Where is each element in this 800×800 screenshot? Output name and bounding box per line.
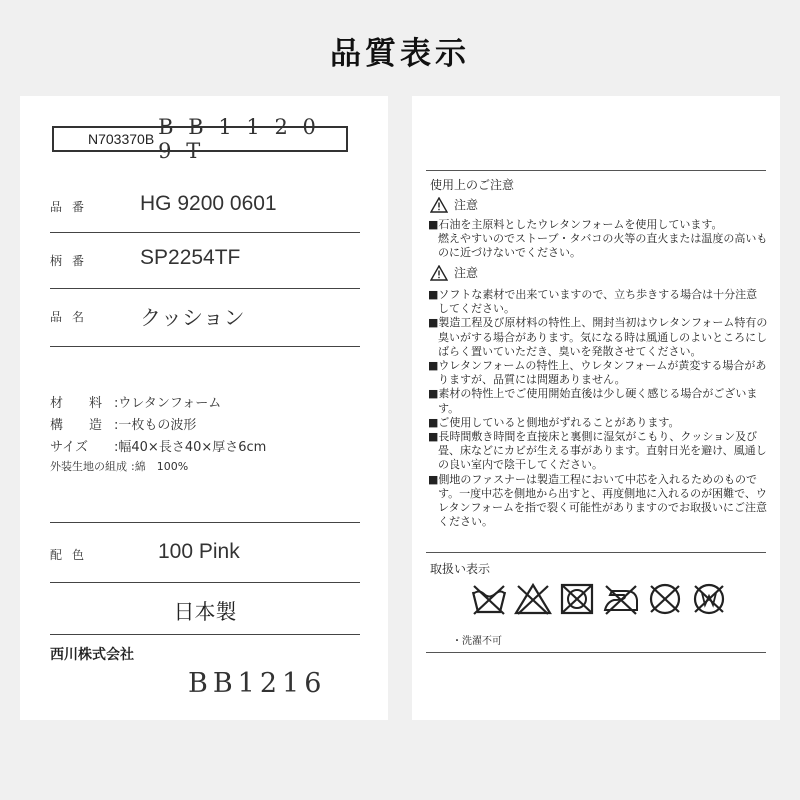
divider bbox=[426, 552, 766, 553]
caution-text-2 bbox=[428, 288, 768, 529]
caution-item: ■長時間敷き時間を直接床と裏側に湿気がこもり、クッション及び畳、床などにカビが生える事があります。直射日光を避け、風通しの良い室内で陰干してください。 bbox=[428, 430, 767, 472]
no-iron-icon bbox=[602, 582, 640, 616]
spec-material bbox=[50, 392, 221, 411]
care-symbols bbox=[470, 582, 728, 616]
spec-structure-value: :一枚もの波形 bbox=[114, 418, 197, 433]
product-name-label: 品名 bbox=[50, 310, 95, 324]
country-of-origin: 日本製 bbox=[173, 600, 237, 624]
caution-item: ■石油を主原料としたウレタンフォームを使用しています。 燃えやすいのでストーブ・タバコの火等の直火または温度の高いものに近づけないでください。 bbox=[428, 218, 768, 260]
spec-structure bbox=[50, 414, 196, 433]
caution-item: ■素材の特性上でご使用開始直後は少し硬く感じる場合がございます。 bbox=[428, 387, 758, 415]
divider bbox=[426, 652, 766, 653]
no-tumble-dry-icon bbox=[558, 582, 596, 616]
caution-heading-2 bbox=[430, 264, 478, 281]
caution-item: ■ソフトな素材で出来ていますので、立ち歩きする場合は十分注意してください。 bbox=[428, 288, 758, 316]
caution-heading-1 bbox=[430, 196, 478, 213]
spec-composition-value: :綿 100% bbox=[131, 460, 189, 473]
usage-title: 使用上のご注意 bbox=[430, 178, 515, 192]
product-name-value: クッション bbox=[140, 307, 245, 330]
warning-icon bbox=[430, 197, 448, 213]
care-label-card bbox=[412, 96, 780, 720]
divider bbox=[426, 170, 766, 171]
caution-text-1 bbox=[428, 218, 768, 261]
divider bbox=[50, 522, 360, 523]
quality-label-card bbox=[20, 96, 388, 720]
no-dry-clean-icon bbox=[646, 582, 684, 616]
divider bbox=[50, 634, 360, 635]
care-title: 取扱い表示 bbox=[430, 562, 491, 576]
spec-size bbox=[50, 436, 266, 455]
caution-item: ■ご使用していると側地がずれることがあります。 bbox=[428, 415, 680, 429]
company-name: 西川株式会社 bbox=[50, 647, 134, 663]
spec-composition-label: 外装生地の組成 bbox=[50, 460, 127, 473]
spec-material-value: :ウレタンフォーム bbox=[114, 396, 222, 411]
pattern-number-value: SP2254TF bbox=[140, 246, 241, 269]
spec-size-label: サイズ bbox=[50, 440, 88, 455]
hand-wash-icon bbox=[470, 582, 508, 616]
lot-code-box bbox=[52, 115, 348, 163]
caution-item: ■ウレタンフォームの特性上、ウレタンフォームが黄変する場合がありますが、品質には問題ありません。 bbox=[428, 359, 767, 387]
spec-composition bbox=[50, 458, 188, 474]
pattern-number-label: 柄番 bbox=[50, 254, 95, 268]
divider bbox=[50, 232, 360, 233]
caution-item: ■製造工程及び原材料の特性上、開封当初はウレタンフォーム特有の臭いがする場合があります。気になる時は風通しのよいところにしばらく置いていただき、臭いを発散させてください。 bbox=[428, 316, 768, 358]
page-heading: 品質表示 bbox=[330, 36, 470, 72]
divider bbox=[50, 346, 360, 347]
no-bleach-icon bbox=[514, 582, 552, 616]
stamp-code: BB1216 bbox=[188, 668, 327, 699]
caution-label-2: 注意 bbox=[454, 266, 479, 280]
spec-structure-label: 構 造 bbox=[50, 418, 103, 433]
caution-item: ■側地のファスナーは製造工程において中芯を入れるためのものです。一度中芯を側地から出すと、再度側地に入れるのが困難で、ウレタンフォームを指で裂く可能性がありますのでお取扱いにご注意ください。 bbox=[428, 472, 768, 529]
divider bbox=[50, 582, 360, 583]
color-value: 100 Pink bbox=[158, 540, 240, 563]
divider bbox=[50, 288, 360, 289]
color-label: 配色 bbox=[50, 548, 95, 562]
product-number-value: HG 9200 0601 bbox=[140, 192, 277, 215]
no-wet-clean-icon bbox=[690, 582, 728, 616]
warning-icon bbox=[430, 265, 448, 281]
product-number-label: 品番 bbox=[50, 200, 95, 214]
lot-code: N703370B bbox=[88, 131, 155, 147]
spec-material-label: 材 料 bbox=[50, 396, 103, 411]
caution-label-1: 注意 bbox=[454, 198, 479, 212]
lot-stamp: B B 1 1 2 0 9 T bbox=[158, 115, 320, 163]
spec-size-value: :幅40×長さ40×厚さ6cm bbox=[114, 440, 267, 455]
wash-note: ・洗濯不可 bbox=[452, 636, 502, 647]
